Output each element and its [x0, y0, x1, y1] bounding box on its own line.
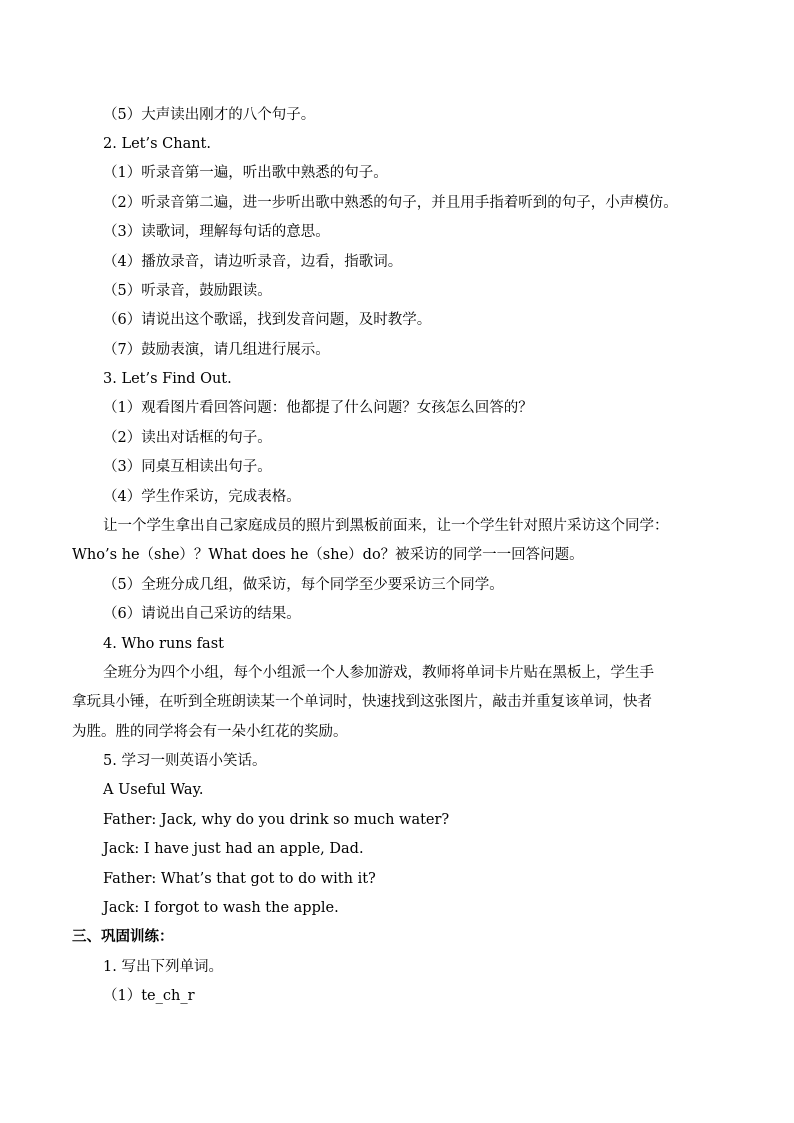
step-5-read-aloud: （5）大声读出刚才的八个句子。 — [103, 107, 316, 123]
joke-line-1: Father: Jack, why do you drink so much water? — [103, 812, 450, 828]
joke-line-3: Father: What’s that got to do with it? — [103, 871, 376, 887]
chant-step-5: （5）听录音，鼓励跟读。 — [103, 283, 272, 299]
exercise-1-item-1: （1）te_ch_r — [103, 988, 195, 1004]
chant-step-1: （1）听录音第一遍，听出歌中熟悉的句子。 — [103, 165, 388, 181]
game-paragraph-line-3: 为胜。胜的同学将会有一朵小红花的奖励。 — [72, 724, 348, 740]
interview-paragraph-line-1: 让一个学生拿出自己家庭成员的照片到黑板前面来，让一个学生针对照片采访这个同学： — [103, 518, 669, 534]
findout-step-5: （5）全班分成几组，做采访，每个同学至少要采访三个同学。 — [103, 577, 504, 593]
findout-step-4: （4）学生作采访，完成表格。 — [103, 489, 301, 505]
part-3-heading: 三、巩固训练： — [72, 929, 174, 945]
chant-step-4: （4）播放录音，请边听录音，边看，指歌词。 — [103, 254, 403, 270]
exercise-1-heading: 1. 写出下列单词。 — [103, 959, 223, 975]
section-5-heading: 5. 学习一则英语小笑话。 — [103, 753, 267, 769]
chant-step-6: （6）请说出这个歌谣，找到发音问题，及时教学。 — [103, 312, 432, 328]
chant-step-3: （3）读歌词，理解每句话的意思。 — [103, 224, 330, 240]
findout-step-3: （3）同桌互相读出句子。 — [103, 459, 272, 475]
findout-step-6: （6）请说出自己采访的结果。 — [103, 606, 301, 622]
joke-title: A Useful Way. — [103, 782, 204, 798]
findout-step-2: （2）读出对话框的句子。 — [103, 430, 272, 446]
chant-step-7: （7）鼓励表演，请几组进行展示。 — [103, 342, 330, 358]
game-paragraph-line-1: 全班分为四个小组，每个小组派一个人参加游戏，教师将单词卡片贴在黑板上，学生手 — [103, 665, 654, 681]
section-3-heading: 3. Let’s Find Out. — [103, 371, 232, 387]
game-paragraph-line-2: 拿玩具小锤，在听到全班朗读某一个单词时，快速找到这张图片，敲击并重复该单词，快者 — [72, 694, 652, 710]
findout-step-1: （1）观看图片看回答问题：他都提了什么问题？女孩怎么回答的？ — [103, 400, 533, 416]
section-4-heading: 4. Who runs fast — [103, 636, 224, 652]
interview-paragraph-line-2: Who’s he（she）？What does he（she）do？被采访的同学一一回答问题。 — [72, 547, 584, 563]
section-2-heading: 2. Let’s Chant. — [103, 136, 211, 152]
joke-line-2: Jack: I have just had an apple, Dad. — [103, 841, 364, 857]
joke-line-4: Jack: I forgot to wash the apple. — [103, 900, 339, 916]
chant-step-2: （2）听录音第二遍，进一步听出歌中熟悉的句子，并且用手指着听到的句子，小声模仿。 — [103, 195, 678, 211]
